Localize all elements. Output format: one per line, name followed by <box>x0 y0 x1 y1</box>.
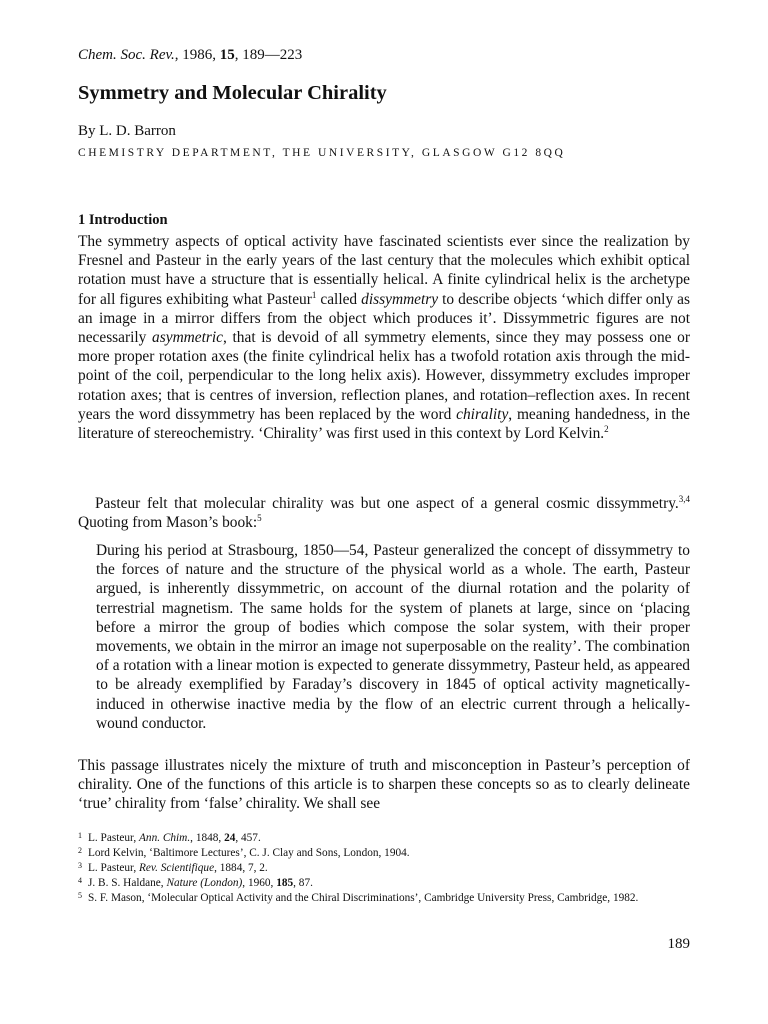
text-run: , 457. <box>235 832 261 844</box>
text-run: , 87. <box>293 877 313 889</box>
footnote-text <box>88 891 690 906</box>
article-title: Symmetry and Molecular Chirality <box>78 82 387 104</box>
footnote-number: 3 <box>78 861 82 870</box>
section-heading: 1 Introduction <box>78 212 168 228</box>
reference-marker: 3,4 <box>678 494 690 504</box>
footnotes <box>78 831 690 906</box>
text-run: called <box>316 290 362 308</box>
paragraph-3: This passage illustrates nicely the mixture of truth and misconception in Pasteur’s perception of chirality. One of the functions of this article is to sharpen these concepts so as to clearly delineate ‘true’ chirality from ‘false’ chirality. We shall see <box>78 757 690 813</box>
footnote-text <box>88 831 690 846</box>
text-run: The symmetry aspects of optical activity have fascinated scientists ever since the realization by Fresnel and Pasteur in the early years of the last century that the molecules which exhibit optical rotation must have a structure that is essentially helical. A finite cylindrical helix is the archetype for all figures exhibiting what Pasteur <box>78 233 690 308</box>
emphasis-term: chirality <box>456 405 509 423</box>
footnote <box>78 861 690 876</box>
text-run: , 1848, <box>190 832 225 844</box>
footnote-number: 1 <box>78 831 82 840</box>
text-run: , 1884, 7, 2. <box>214 862 268 874</box>
journal-title: Ann. Chim. <box>139 832 191 844</box>
footnote-number: 5 <box>78 891 82 900</box>
footnote-number: 4 <box>78 876 82 885</box>
text-run: Lord Kelvin, ‘Baltimore Lectures’, C. J. Clay and Sons, London, 1904. <box>88 847 410 859</box>
footnote-text <box>88 861 690 876</box>
journal-citation <box>78 47 302 64</box>
journal-title: Rev. Scientifique <box>139 862 215 874</box>
text-run: L. Pasteur, <box>88 832 140 844</box>
text-run: Pasteur felt that molecular chirality was but one aspect of a general cosmic dissymmetry. <box>95 495 679 512</box>
page-number: 189 <box>667 936 690 952</box>
block-quote: During his period at Strasbourg, 1850—54, Pasteur generalized the concept of dissymmetry to the forces of nature and the structure of the physical world as a whole. The earth, Pasteur argued, is inherently dissymmetric, on account of the diurnal rotation and the polarity of terrestrial magnetism. The same holds for the system of planets at large, since on ‘placing before a mirror the group of bodies which compose the solar system, with their proper movements, we obtain in the mirror an image not superposable on the reality’. The combination of a rotation with a linear motion is expected to generate dissymmetry, Pasteur held, as appeared to be already exemplified by Faraday’s discovery in 1845 of optical activity magnetically-induced in otherwise inactive media by the flow of an electric current through a helically-wound conductor. <box>96 542 690 732</box>
text-run: S. F. Mason, ‘Molecular Optical Activity and the Chiral Discriminations’, Cambridge University Press, Cambridge, 1982. <box>88 892 639 904</box>
author-line: By L. D. Barron <box>78 123 176 139</box>
journal-pages: , 189—223 <box>234 47 303 63</box>
journal-name: Chem. Soc. Rev. <box>78 47 175 63</box>
volume-number: 185 <box>276 877 294 889</box>
footnote <box>78 891 690 906</box>
text-run: Quoting from Mason’s book: <box>78 514 258 532</box>
journal-volume: 15 <box>219 47 235 63</box>
reference-marker: 2 <box>604 424 609 435</box>
text-run: L. Pasteur, <box>88 862 140 874</box>
emphasis-term: dissymmetry <box>361 290 439 308</box>
journal-year: , 1986, <box>174 47 220 63</box>
affiliation: CHEMISTRY DEPARTMENT, THE UNIVERSITY, GLASGOW G12 8QQ <box>78 147 566 159</box>
reference-marker: 5 <box>257 513 262 524</box>
reference-marker: 1 <box>311 289 317 300</box>
volume-number: 24 <box>224 832 236 844</box>
footnote <box>78 846 690 861</box>
journal-title: Nature (London) <box>166 877 243 889</box>
footnote <box>78 876 690 891</box>
paragraph-2 <box>78 494 690 532</box>
footnote-number: 2 <box>78 846 82 855</box>
footnote-text <box>88 876 690 891</box>
text-run: , that is devoid of all symmetry elements, since they may possess one or more proper rotation axes (the finite cylindrical helix has a twofold rotation axis through the mid-point of the coil, perpendicular to the long helix axis). However, dissymmetry excludes improper rotation axes; that is centres of inversion, reflection planes, and rotation–reflection axes. In recent years the word dissymmetry has been replaced by the word <box>78 329 690 423</box>
footnote <box>78 831 690 846</box>
footnote-text <box>88 846 690 861</box>
paragraph-1 <box>78 232 690 443</box>
text-run: to describe objects ‘which differ only as an image in a mirror differs from the object which produces it’. Dissymmetric figures are not necessarily <box>78 290 690 347</box>
text-run: J. B. S. Haldane, <box>88 877 167 889</box>
text-run: , 1960, <box>242 877 277 889</box>
text-run: , meaning handedness, in the literature of stereochemistry. ‘Chirality’ was first used in this context by Lord Kelvin. <box>78 405 690 443</box>
emphasis-term: asymmetric <box>152 329 223 347</box>
